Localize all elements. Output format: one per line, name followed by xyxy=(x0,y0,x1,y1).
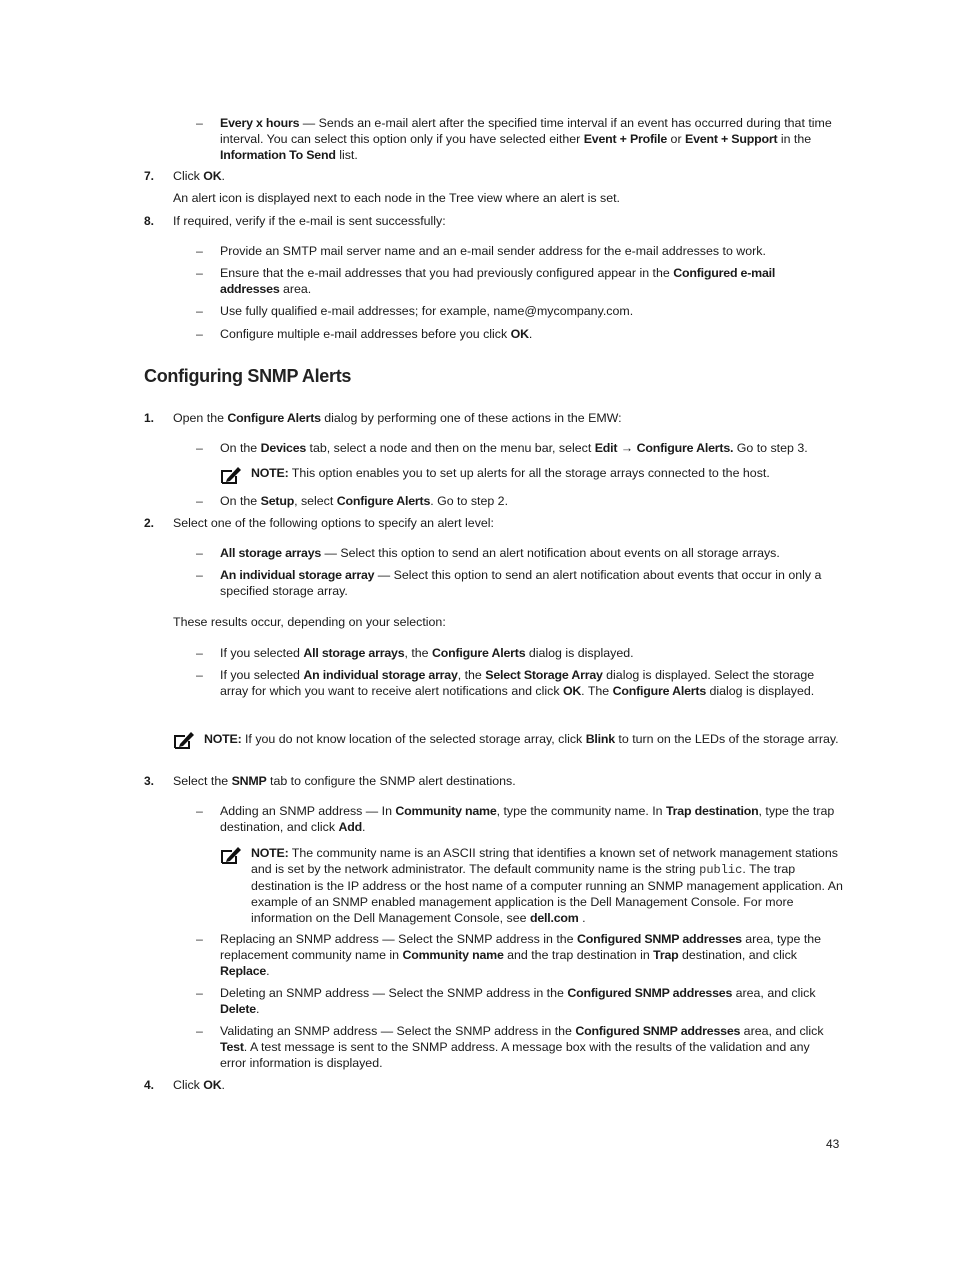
step-number: 7. xyxy=(144,169,155,183)
note-pencil-icon xyxy=(220,845,242,865)
step-number: 3. xyxy=(144,774,155,788)
bullet-all-storage: All storage arrays — Select this option to send an alert notification about events on all storage arrays. xyxy=(220,546,780,560)
step-number: 1. xyxy=(144,411,155,425)
step-3: Select the SNMP tab to configure the SNMP alert destinations. xyxy=(173,774,516,788)
bullet-configure-multiple: Configure multiple e-mail addresses before you click OK. xyxy=(220,327,533,341)
bullet-every-x-hours: Every x hours — Sends an e-mail alert after the specified time interval if an event has occurred during that time interval. You can select this option only if you have selected either Event + Profile or Event + Support in the Information To Send list. xyxy=(220,116,832,162)
bullet-devices-tab: On the Devices tab, select a node and then on the menu bar, select Edit → Configure Alerts. Go to step 3. xyxy=(220,441,808,455)
bullet-dash: – xyxy=(196,668,203,682)
bullet-dash: – xyxy=(196,304,203,318)
bullet-dash: – xyxy=(196,266,203,280)
bullet-setup: On the Setup, select Configure Alerts. Go to step 2. xyxy=(220,494,509,508)
bullet-result-all: If you selected All storage arrays, the Configure Alerts dialog is displayed. xyxy=(220,646,634,660)
step-number: 4. xyxy=(144,1078,155,1092)
bullet-dash: – xyxy=(196,546,203,560)
bullet-fully-qualified: Use fully qualified e-mail addresses; for example, name@mycompany.com. xyxy=(220,304,634,318)
bullet-dash: – xyxy=(196,986,203,1000)
step-number: 8. xyxy=(144,214,155,228)
bullet-dash: – xyxy=(196,327,203,341)
bullet-dash: – xyxy=(196,804,203,818)
bullet-dash: – xyxy=(196,116,203,130)
step-7: Click OK. xyxy=(173,169,225,183)
note-pencil-icon xyxy=(173,730,195,750)
step-2: Select one of the following options to specify an alert level: xyxy=(173,516,494,530)
step-7-description: An alert icon is displayed next to each node in the Tree view where an alert is set. xyxy=(173,191,621,205)
bullet-dash: – xyxy=(196,932,203,946)
bullet-adding-snmp: Adding an SNMP address — In Community name, type the community name. In Trap destination, type the trap destination, and click Add. xyxy=(220,804,835,834)
step-8: If required, verify if the e-mail is sent successfully: xyxy=(173,214,446,228)
note-pencil-icon xyxy=(220,465,242,485)
results-intro: These results occur, depending on your selection: xyxy=(173,615,446,629)
bullet-result-individual: If you selected An individual storage array, the Select Storage Array dialog is displayed. Select the storage array for which you want to receive alert notifications and click OK. The Configure Alerts dialog is displayed. xyxy=(220,668,815,698)
step-1: Open the Configure Alerts dialog by performing one of these actions in the EMW: xyxy=(173,411,622,425)
bullet-validating-snmp: Validating an SNMP address — Select the SNMP address in the Configured SNMP addresses area, and click Test. A test message is sent to the SNMP address. A message box with the results of the validation and any error information is displayed. xyxy=(220,1024,824,1070)
step-4: Click OK. xyxy=(173,1078,225,1092)
bullet-dash: – xyxy=(196,494,203,508)
note-1: NOTE: This option enables you to set up alerts for all the storage arrays connected to the host. xyxy=(251,466,770,480)
bullet-ensure: Ensure that the e-mail addresses that you had previously configured appear in the Configured e-mail addresses area. xyxy=(220,266,776,296)
bullet-dash: – xyxy=(196,568,203,582)
note-3: NOTE: The community name is an ASCII string that identifies a known set of network management stations and is set by the network administrator. The default community name is the string public. The trap destination is the IP address or the host name of a computer running an SNMP management application. An example of an SNMP enabled management application is the Dell Management Console. For more information on the Dell Management Console, see dell.com . xyxy=(251,846,843,925)
bullet-individual-storage: An individual storage array — Select this option to send an alert notification about events that occur in only a specified storage array. xyxy=(220,568,822,598)
bullet-deleting-snmp: Deleting an SNMP address — Select the SNMP address in the Configured SNMP addresses area, and click Delete. xyxy=(220,986,816,1016)
section-heading: Configuring SNMP Alerts xyxy=(144,366,352,386)
bullet-dash: – xyxy=(196,244,203,258)
bullet-dash: – xyxy=(196,1024,203,1038)
bullet-replacing-snmp: Replacing an SNMP address — Select the SNMP address in the Configured SNMP addresses area, type the replacement community name in Community name and the trap destination in Trap destination, and click Replace. xyxy=(220,932,822,978)
step-number: 2. xyxy=(144,516,155,530)
note-2: NOTE: If you do not know location of the selected storage array, click Blink to turn on the LEDs of the storage array. xyxy=(204,732,839,746)
page-number: 43 xyxy=(826,1137,840,1151)
bullet-dash: – xyxy=(196,646,203,660)
bullet-smtp: Provide an SMTP mail server name and an e-mail sender address for the e-mail addresses to work. xyxy=(220,244,766,258)
bullet-dash: – xyxy=(196,441,203,455)
